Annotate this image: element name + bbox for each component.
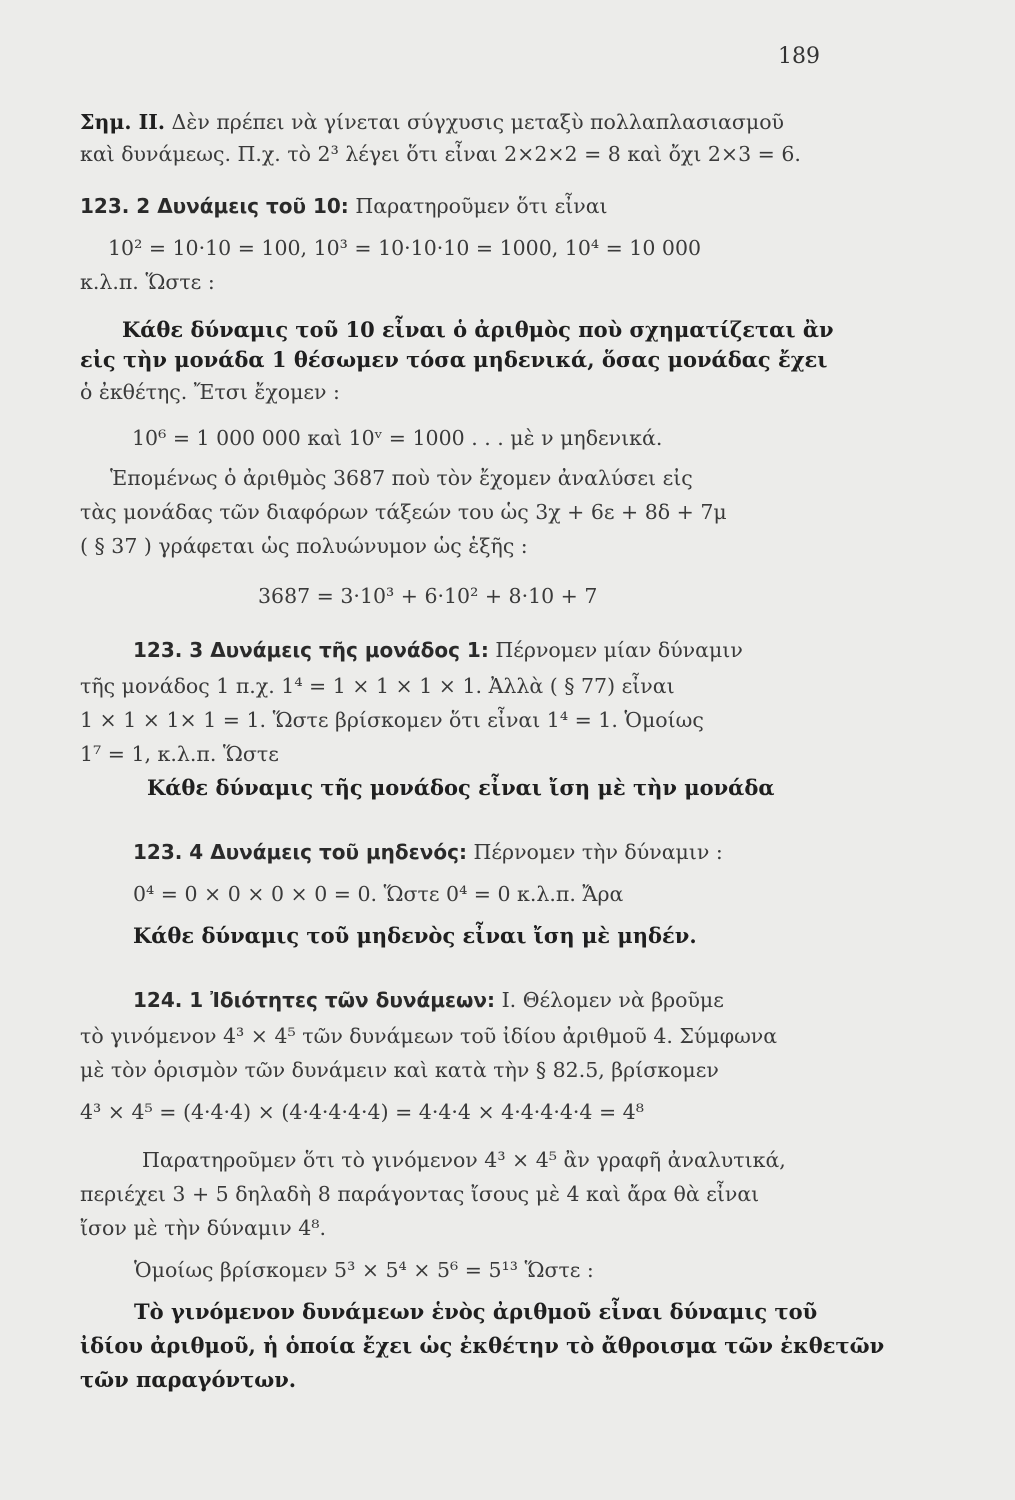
section-123-4-line-1: Πέρνομεν τὴν δύναμιν :	[473, 840, 723, 864]
rule-123-2-line-3: ὁ ἐκθέτης. Ἔτσι ἔχομεν :	[80, 380, 340, 404]
section-123-3-line-3: 1 × 1 × 1× 1 = 1. Ὥστε βρίσκομεν ὅτι εἶναι 1⁴ = 1. Ὁμοίως	[80, 708, 704, 732]
section-123-3-heading: 123. 3 Δυνάμεις τῆς μονάδος 1:	[133, 638, 489, 662]
section-123-4-heading-line	[133, 838, 723, 866]
section-123-2-klp: κ.λ.π. Ὥστε :	[80, 270, 215, 294]
section-123-2-intro: Παρατηροῦμεν ὅτι εἶναι	[355, 194, 608, 218]
section-124-1-heading: 124. 1 Ἰδιότητες τῶν δυνάμεων:	[133, 988, 496, 1012]
section-123-2-heading: 123. 2 Δυνάμεις τοῦ 10:	[80, 194, 349, 218]
section-124-1-line-6: περιέχει 3 + 5 δηλαδὴ 8 παράγοντας ἴσους μὲ 4 καὶ ἄρα θὰ εἶναι	[80, 1182, 760, 1206]
note-label: Σημ. ΙΙ.	[80, 110, 165, 134]
rule-124-1-line-3: τῶν παραγόντων.	[80, 1367, 297, 1392]
section-124-1-line-1: Ι. Θέλομεν νὰ βροῦμε	[501, 988, 724, 1012]
powers-of-ten-equation: 10² = 10·10 = 100, 10³ = 10·10·10 = 1000, 10⁴ = 10 000	[108, 236, 702, 260]
section-124-1-line-8: Ὁμοίως βρίσκομεν 5³ × 5⁴ × 5⁶ = 5¹³ Ὥστε :	[134, 1258, 594, 1282]
section-124-1-line-7: ἴσον μὲ τὴν δύναμιν 4⁸.	[80, 1216, 327, 1240]
section-124-1-line-5: Παρατηροῦμεν ὅτι τὸ γινόμενον 4³ × 4⁵ ἂν γραφῆ ἀναλυτικά,	[142, 1148, 786, 1172]
paragraph-3687-line-2: τὰς μονάδας τῶν διαφόρων τάξεών του ὡς 3χ + 6ε + 8δ + 7μ	[80, 500, 727, 524]
rule-123-4: Κάθε δύναμις τοῦ μηδενὸς εἶναι ἴση μὲ μηδέν.	[133, 923, 697, 948]
powers-of-ten-example: 10⁶ = 1 000 000 καὶ 10ᵛ = 1000 . . . μὲ ν μηδενικά.	[132, 426, 663, 450]
page-number: 189	[778, 44, 820, 69]
section-123-3-heading-line	[133, 636, 743, 664]
section-124-1-line-4: 4³ × 4⁵ = (4·4·4) × (4·4·4·4·4) = 4·4·4 × 4·4·4·4·4 = 4⁸	[80, 1100, 644, 1124]
section-124-1-line-2: τὸ γινόμενον 4³ × 4⁵ τῶν δυνάμεων τοῦ ἰδίου ἀριθμοῦ 4. Σύμφωνα	[80, 1024, 778, 1048]
section-123-2-heading-line	[80, 192, 608, 220]
section-123-4-heading: 123. 4 Δυνάμεις τοῦ μηδενός:	[133, 840, 468, 864]
section-123-3-line-1: Πέρνομεν μίαν δύναμιν	[495, 638, 743, 662]
rule-123-2-line-1: Κάθε δύναμις τοῦ 10 εἶναι ὁ ἀριθμὸς ποὺ σχηματίζεται ἂν	[122, 317, 834, 342]
polynomial-equation: 3687 = 3·10³ + 6·10² + 8·10 + 7	[258, 584, 598, 608]
note-line-1	[80, 108, 784, 136]
paragraph-3687-line-3: ( § 37 ) γράφεται ὡς πολυώνυμον ὡς ἑξῆς :	[80, 534, 528, 558]
rule-124-1-line-2: ἰδίου ἀριθμοῦ, ἡ ὁποία ἔχει ὡς ἐκθέτην τὸ ἄθροισμα τῶν ἐκθετῶν	[80, 1333, 885, 1358]
section-124-1-heading-line	[133, 986, 724, 1014]
rule-123-3: Κάθε δύναμις τῆς μονάδος εἶναι ἴση μὲ τὴν μονάδα	[147, 775, 775, 800]
rule-123-2-line-2: εἰς τὴν μονάδα 1 θέσωμεν τόσα μηδενικά, ὅσας μονάδας ἔχει	[80, 347, 828, 372]
rule-124-1-line-1: Τὸ γινόμενον δυνάμεων ἑνὸς ἀριθμοῦ εἶναι δύναμις τοῦ	[134, 1299, 818, 1324]
section-123-3-line-2: τῆς μονάδος 1 π.χ. 1⁴ = 1 × 1 × 1 × 1. Ἀλλὰ ( § 77) εἶναι	[80, 674, 675, 698]
section-123-3-line-4: 1⁷ = 1, κ.λ.π. Ὥστε	[80, 742, 279, 766]
section-124-1-line-3: μὲ τὸν ὁρισμὸν τῶν δυνάμειν καὶ κατὰ τὴν § 82.5, βρίσκομεν	[80, 1058, 719, 1082]
section-123-4-line-2: 0⁴ = 0 × 0 × 0 × 0 = 0. Ὥστε 0⁴ = 0 κ.λ.π. Ἄρα	[133, 882, 624, 906]
note-line-2: καὶ δυνάμεως. Π.χ. τὸ 2³ λέγει ὅτι εἶναι 2×2×2 = 8 καὶ ὄχι 2×3 = 6.	[80, 142, 801, 166]
note-text-1: Δὲν πρέπει νὰ γίνεται σύγχυσις μεταξὺ πολλαπλασιασμοῦ	[171, 110, 785, 134]
paragraph-3687-line-1: Ἑπομένως ὁ ἀριθμὸς 3687 ποὺ τὸν ἔχομεν ἀναλύσει εἰς	[110, 466, 693, 490]
